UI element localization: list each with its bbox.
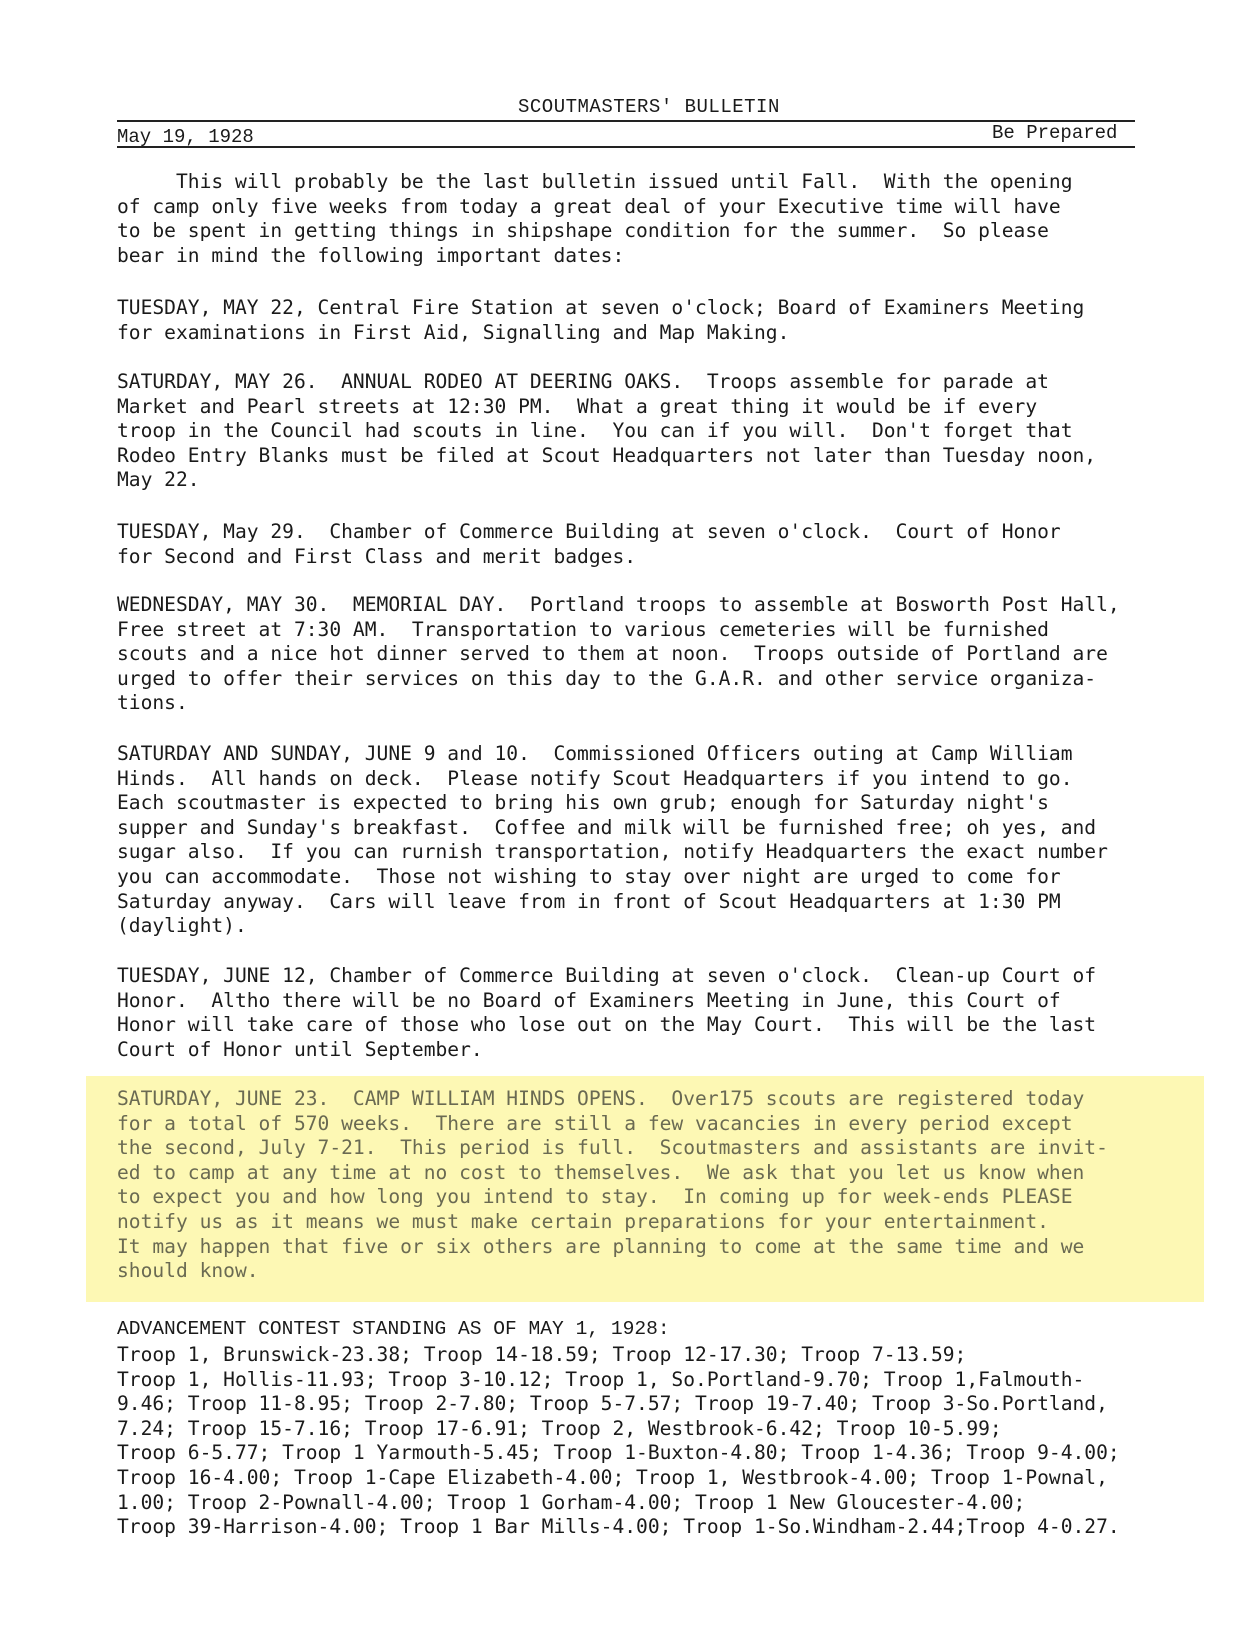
may-26-paragraph: SATURDAY, MAY 26. ANNUAL RODEO AT DEERING OAKS. Troops assemble for parade at Market and Pearl streets at 12:30 PM. What a great thing it would be if every troop in the Council had scouts in line. You can if you will. Don't forget that Rodeo Entry Blanks must be filed at Scout Headquarters not later than Tuesday noon, May 22.	[117, 370, 1097, 492]
may-22-paragraph: TUESDAY, MAY 22, Central Fire Station at seven o'clock; Board of Examiners Meeting for examinations in First Aid, Signalling and Map Making.	[117, 296, 1085, 344]
intro-paragraph: This will probably be the last bulletin issued until Fall. With the opening of camp only five weeks from today a great deal of your Executive time will have to be spent in getting things in shipshape condition for the summer. So please bear in mind the following important dates:	[117, 170, 1073, 267]
may-29-paragraph: TUESDAY, May 29. Chamber of Commerce Building at seven o'clock. Court of Honor for Second and First Class and merit badges.	[117, 520, 1061, 568]
june-12-paragraph: TUESDAY, JUNE 12, Chamber of Commerce Building at seven o'clock. Clean-up Court of Honor. Altho there will be no Board of Examiners Meeting in June, this Court of Honor will take care of those who lose out on the May Court. This will be the last Court of Honor until September.	[117, 964, 1097, 1061]
header-top-rule	[117, 120, 1135, 122]
header-bottom-rule	[117, 146, 1135, 148]
bulletin-title: SCOUTMASTERS' BULLETIN	[518, 96, 780, 118]
contest-heading: ADVANCEMENT CONTEST STANDING AS OF MAY 1, 1928:	[117, 1318, 670, 1340]
june-23-paragraph: SATURDAY, JUNE 23. CAMP WILLIAM HINDS OPENS. Over175 scouts are registered today for a total of 570 weeks. There are still a few vacancies in every period except the second, July 7-21. This period is full. Scoutmasters and assistants are invit- ed to camp at any time at no cost to themselves. We ask that you let us know when to expect you and how long you intend to stay. In coming up for week-ends PLEASE notify us as it means we must make certain preparations for your entertainment. It may happen that five or six others are planning to come at the same time and we should know.	[117, 1087, 1108, 1283]
june-9-paragraph: SATURDAY AND SUNDAY, JUNE 9 and 10. Commissioned Officers outing at Camp William Hinds. All hands on deck. Please notify Scout Headquarters if you intend to go. Each scoutmaster is expected to bring his own grub; enough for Saturday night's supper and Sunday's breakfast. Coffee and milk will be furnished free; oh yes, and sugar also. If you can rurnish transportation, notify Headquarters the exact number you can accommodate. Those not wishing to stay over night are urged to come for Saturday anyway. Cars will leave from in front of Scout Headquarters at 1:30 PM (daylight).	[117, 742, 1108, 938]
contest-standings: Troop 1, Brunswick-23.38; Troop 14-18.59; Troop 12-17.30; Troop 7-13.59; Troop 1, Hollis-11.93; Troop 3-10.12; Troop 1, So.Portland-9.70; Troop 1,Falmouth- 9.46; Troop 11-8.95; Troop 2-7.80; Troop 5-7.57; Troop 19-7.40; Troop 3-So.Portland, 7.24; Troop 15-7.16; Troop 17-6.91; Troop 2, Westbrook-6.42; Troop 10-5.99; Troop 6-5.77; Troop 1 Yarmouth-5.45; Troop 1-Buxton-4.80; Troop 1-4.36; Troop 9-4.00; Troop 16-4.00; Troop 1-Cape Elizabeth-4.00; Troop 1, Westbrook-4.00; Troop 1-Pownal, 1.00; Troop 2-Pownall-4.00; Troop 1 Gorham-4.00; Troop 1 New Gloucester-4.00; Troop 39-Harrison-4.00; Troop 1 Bar Mills-4.00; Troop 1-So.Windham-2.44;Troop 4-0.27.	[117, 1343, 1120, 1539]
bulletin-date: May 19, 1928	[117, 126, 254, 148]
may-30-paragraph: WEDNESDAY, MAY 30. MEMORIAL DAY. Portland troops to assemble at Bosworth Post Hall, Free street at 7:30 AM. Transportation to various cemeteries will be furnished scouts and a nice hot dinner served to them at noon. Troops outside of Portland are urged to offer their services on this day to the G.A.R. and other service organiza- tions.	[117, 593, 1120, 715]
bulletin-motto: Be Prepared	[992, 122, 1118, 144]
